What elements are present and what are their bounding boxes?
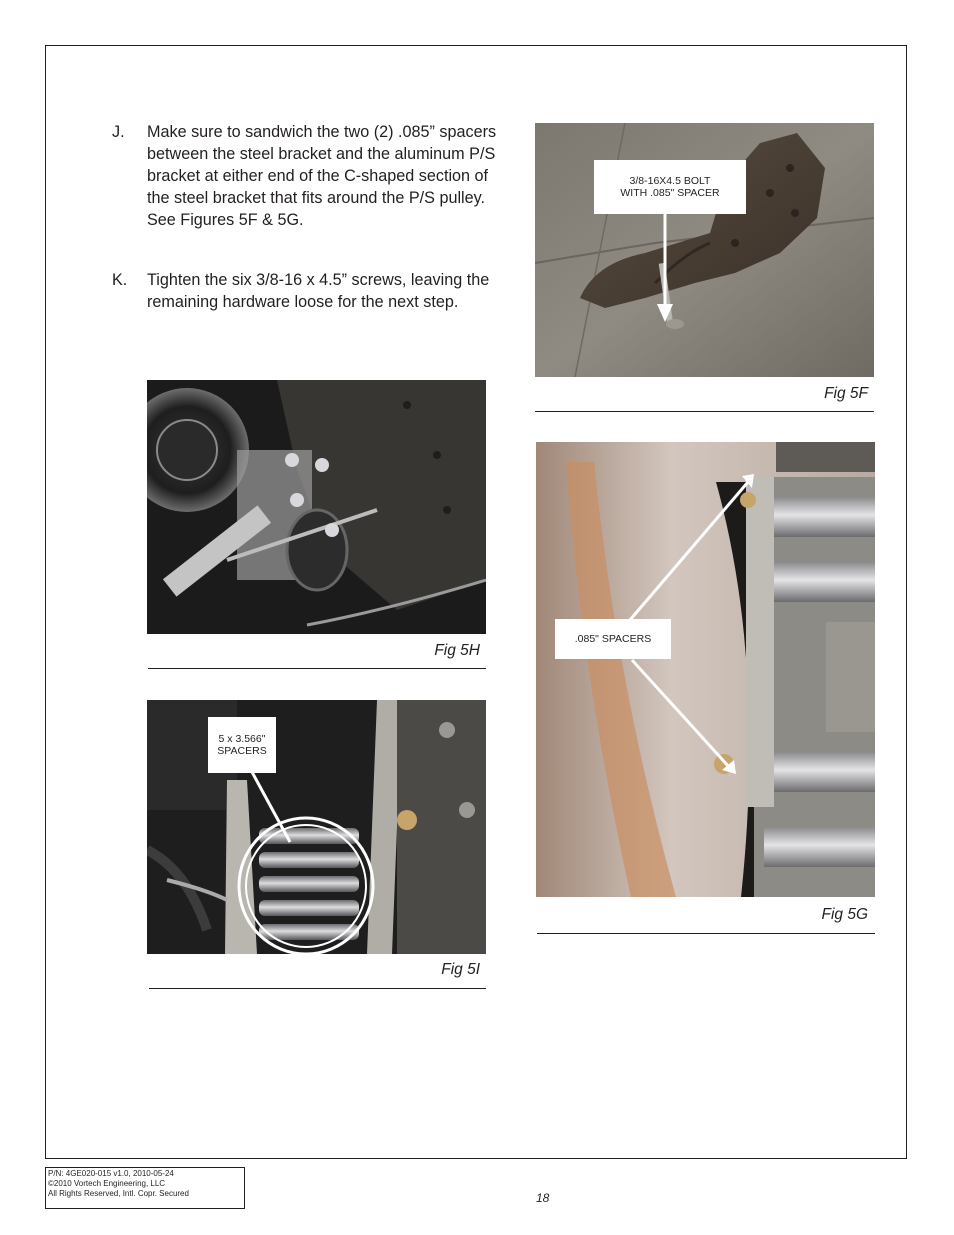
callout-line: 5 x 3.566" bbox=[218, 732, 266, 745]
step-letter: K. bbox=[112, 271, 128, 289]
fig-5h-rule bbox=[148, 668, 486, 669]
fig-5g-rule bbox=[537, 933, 875, 934]
callout-line: WITH .085" SPACER bbox=[620, 187, 720, 199]
fig-5g-callout: .085" SPACERS bbox=[555, 619, 671, 659]
copyright-line: ©2010 Vortech Engineering, LLC bbox=[48, 1179, 166, 1188]
fig-5f-callout bbox=[594, 160, 746, 214]
fig-5h-photo bbox=[147, 380, 486, 634]
fig-5i-callout bbox=[208, 717, 276, 773]
step-letter: J. bbox=[112, 123, 125, 141]
step-text: Tighten the six 3/8-16 x 4.5” screws, leaving the remaining hardware loose for the next step. bbox=[147, 271, 490, 311]
fig-5f-arrow bbox=[650, 212, 680, 324]
fig-5g-arrows bbox=[620, 470, 760, 780]
fig-5h-caption: Fig 5H bbox=[434, 642, 480, 659]
fig-5f-rule bbox=[535, 411, 874, 412]
step-j bbox=[112, 121, 502, 253]
fig-5f-caption: Fig 5F bbox=[824, 385, 868, 402]
fig-5i-rule bbox=[149, 988, 486, 989]
step-k bbox=[112, 269, 502, 335]
callout-line: 3/8-16X4.5 BOLT bbox=[629, 174, 711, 187]
copyright-box bbox=[45, 1167, 245, 1209]
part-number: P/N: 4GE020-015 v1.0, 2010-05-24 bbox=[48, 1169, 174, 1178]
fig-5g-caption: Fig 5G bbox=[821, 906, 868, 923]
rights-line: All Rights Reserved, Intl. Copr. Secured bbox=[48, 1189, 189, 1198]
page-number: 18 bbox=[536, 1191, 550, 1205]
callout-line: SPACERS bbox=[217, 745, 267, 757]
fig-5i-caption: Fig 5I bbox=[441, 961, 480, 978]
fig-5i-highlight bbox=[230, 760, 390, 960]
step-text: Make sure to sandwich the two (2) .085” spacers between the steel bracket and the aluminum P/S bracket at either end of the C-shaped section of the steel bracket that fits around the P/S pulley. See Figures 5F & 5G. bbox=[147, 123, 497, 229]
